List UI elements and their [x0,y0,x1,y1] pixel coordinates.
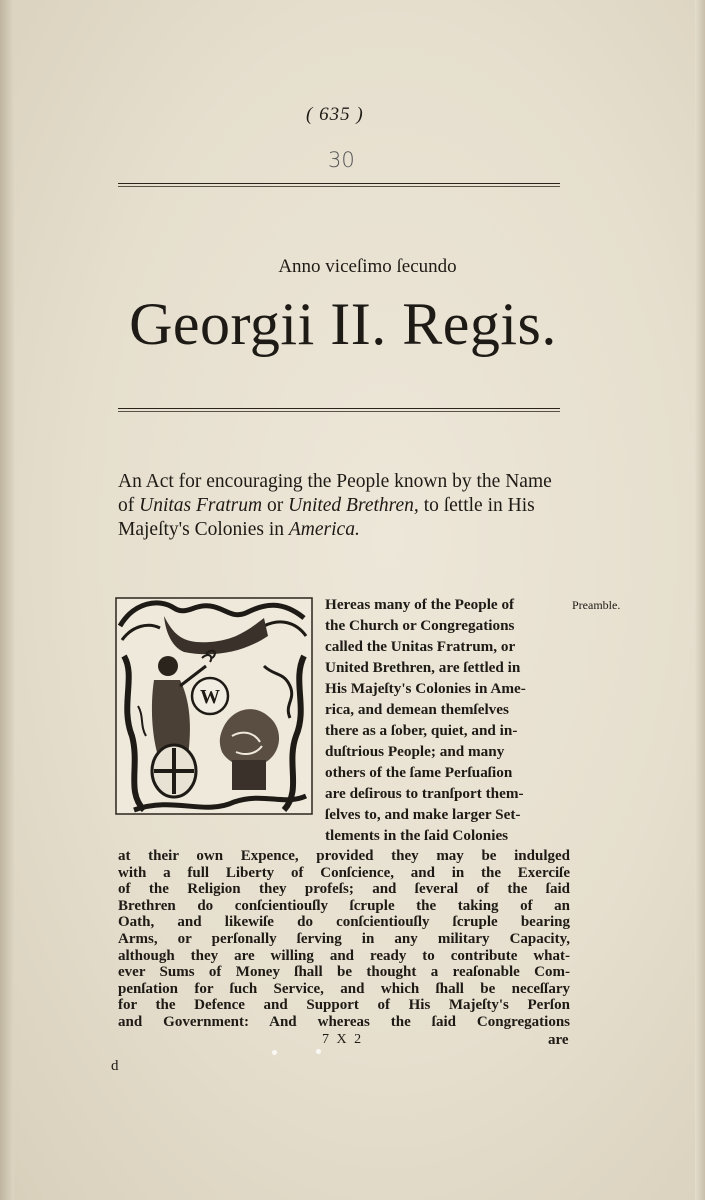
body-line: the Church or Congregations [325,617,515,634]
body-line: His Majeſty's Colonies in Ame- [325,680,526,697]
act-title-italic: United Brethren, [288,495,419,516]
body-line: and Government: And whereas the ſaid Congregations [118,1014,570,1030]
body-line: Hereas many of the People of [325,596,515,613]
body-line: penſation for ſuch Service, and which ſhall be neceſſary [118,980,570,997]
signature-mark: 7 X 2 [322,1032,364,1047]
paper-speck [272,1050,277,1055]
body-line: there as a ſober, quiet, and in- [325,722,518,739]
body-line: ever Sums of Money ſhall be thought a reaſonable Com- [118,964,570,981]
top-rule [118,183,560,187]
regnal-year: Anno viceſimo ſecundo [278,256,457,277]
act-title-italic: America. [288,519,360,540]
body-line: although they are willing and ready to contribute what- [118,947,570,964]
body-line: Arms, or perſonally ſerving in any military Capacity, [118,931,570,947]
heading-rule [118,408,560,412]
woodcut-initial-ornament [114,596,314,816]
body-line: with a full Liberty of Conſcience, and in the Exerciſe [118,864,570,881]
margin-note-preamble: Preamble. [572,598,621,612]
ornament-initial-letter: W [200,686,220,708]
body-line: called the Unitas Fratrum, or [325,638,516,655]
catchword: are [548,1032,569,1048]
body-line: duſtrious People; and many [325,743,505,760]
body-line: others of the ſame Perſuaſion [325,764,513,781]
act-title-text: An Act for encouraging the People known by the Name of [118,471,552,516]
page-right-edge [695,0,705,1200]
page-number: ( 635 ) [306,104,364,125]
handwritten-number: 30 [328,148,355,172]
body-line: for the Defence and Support of His Majeſty's Perſon [118,997,570,1014]
act-title-text: or [262,495,289,516]
body-line: Oath, and likewiſe do conſcientiouſly ſcruple bearing [118,914,570,931]
body-line: rica, and demean themſelves [325,701,509,718]
page-left-edge [0,0,14,1200]
body-line: of the Religion they profeſs; and ſeveral of the ſaid [118,881,570,898]
act-title-italic: Unitas Fratrum [139,495,263,516]
body-line: United Brethren, are ſettled in [325,659,521,676]
act-title [118,470,570,542]
act-title-text: to ſettle in His Majeſty's Colonies in [118,495,535,540]
body-line: are deſirous to tranſport them- [325,785,524,802]
body-line: Brethren do conſcientiouſly ſcruple the taking of an [118,897,570,914]
monarch-title: Georgii II. Regis. [129,291,557,357]
body-line: at their own Expence, provided they may be indulged [118,848,570,864]
body-line: tlements in the ſaid Colonies [325,827,509,844]
paper-speck [316,1049,321,1054]
body-line: ſelves to, and make larger Set- [325,806,521,823]
corner-mark: d [111,1058,119,1074]
